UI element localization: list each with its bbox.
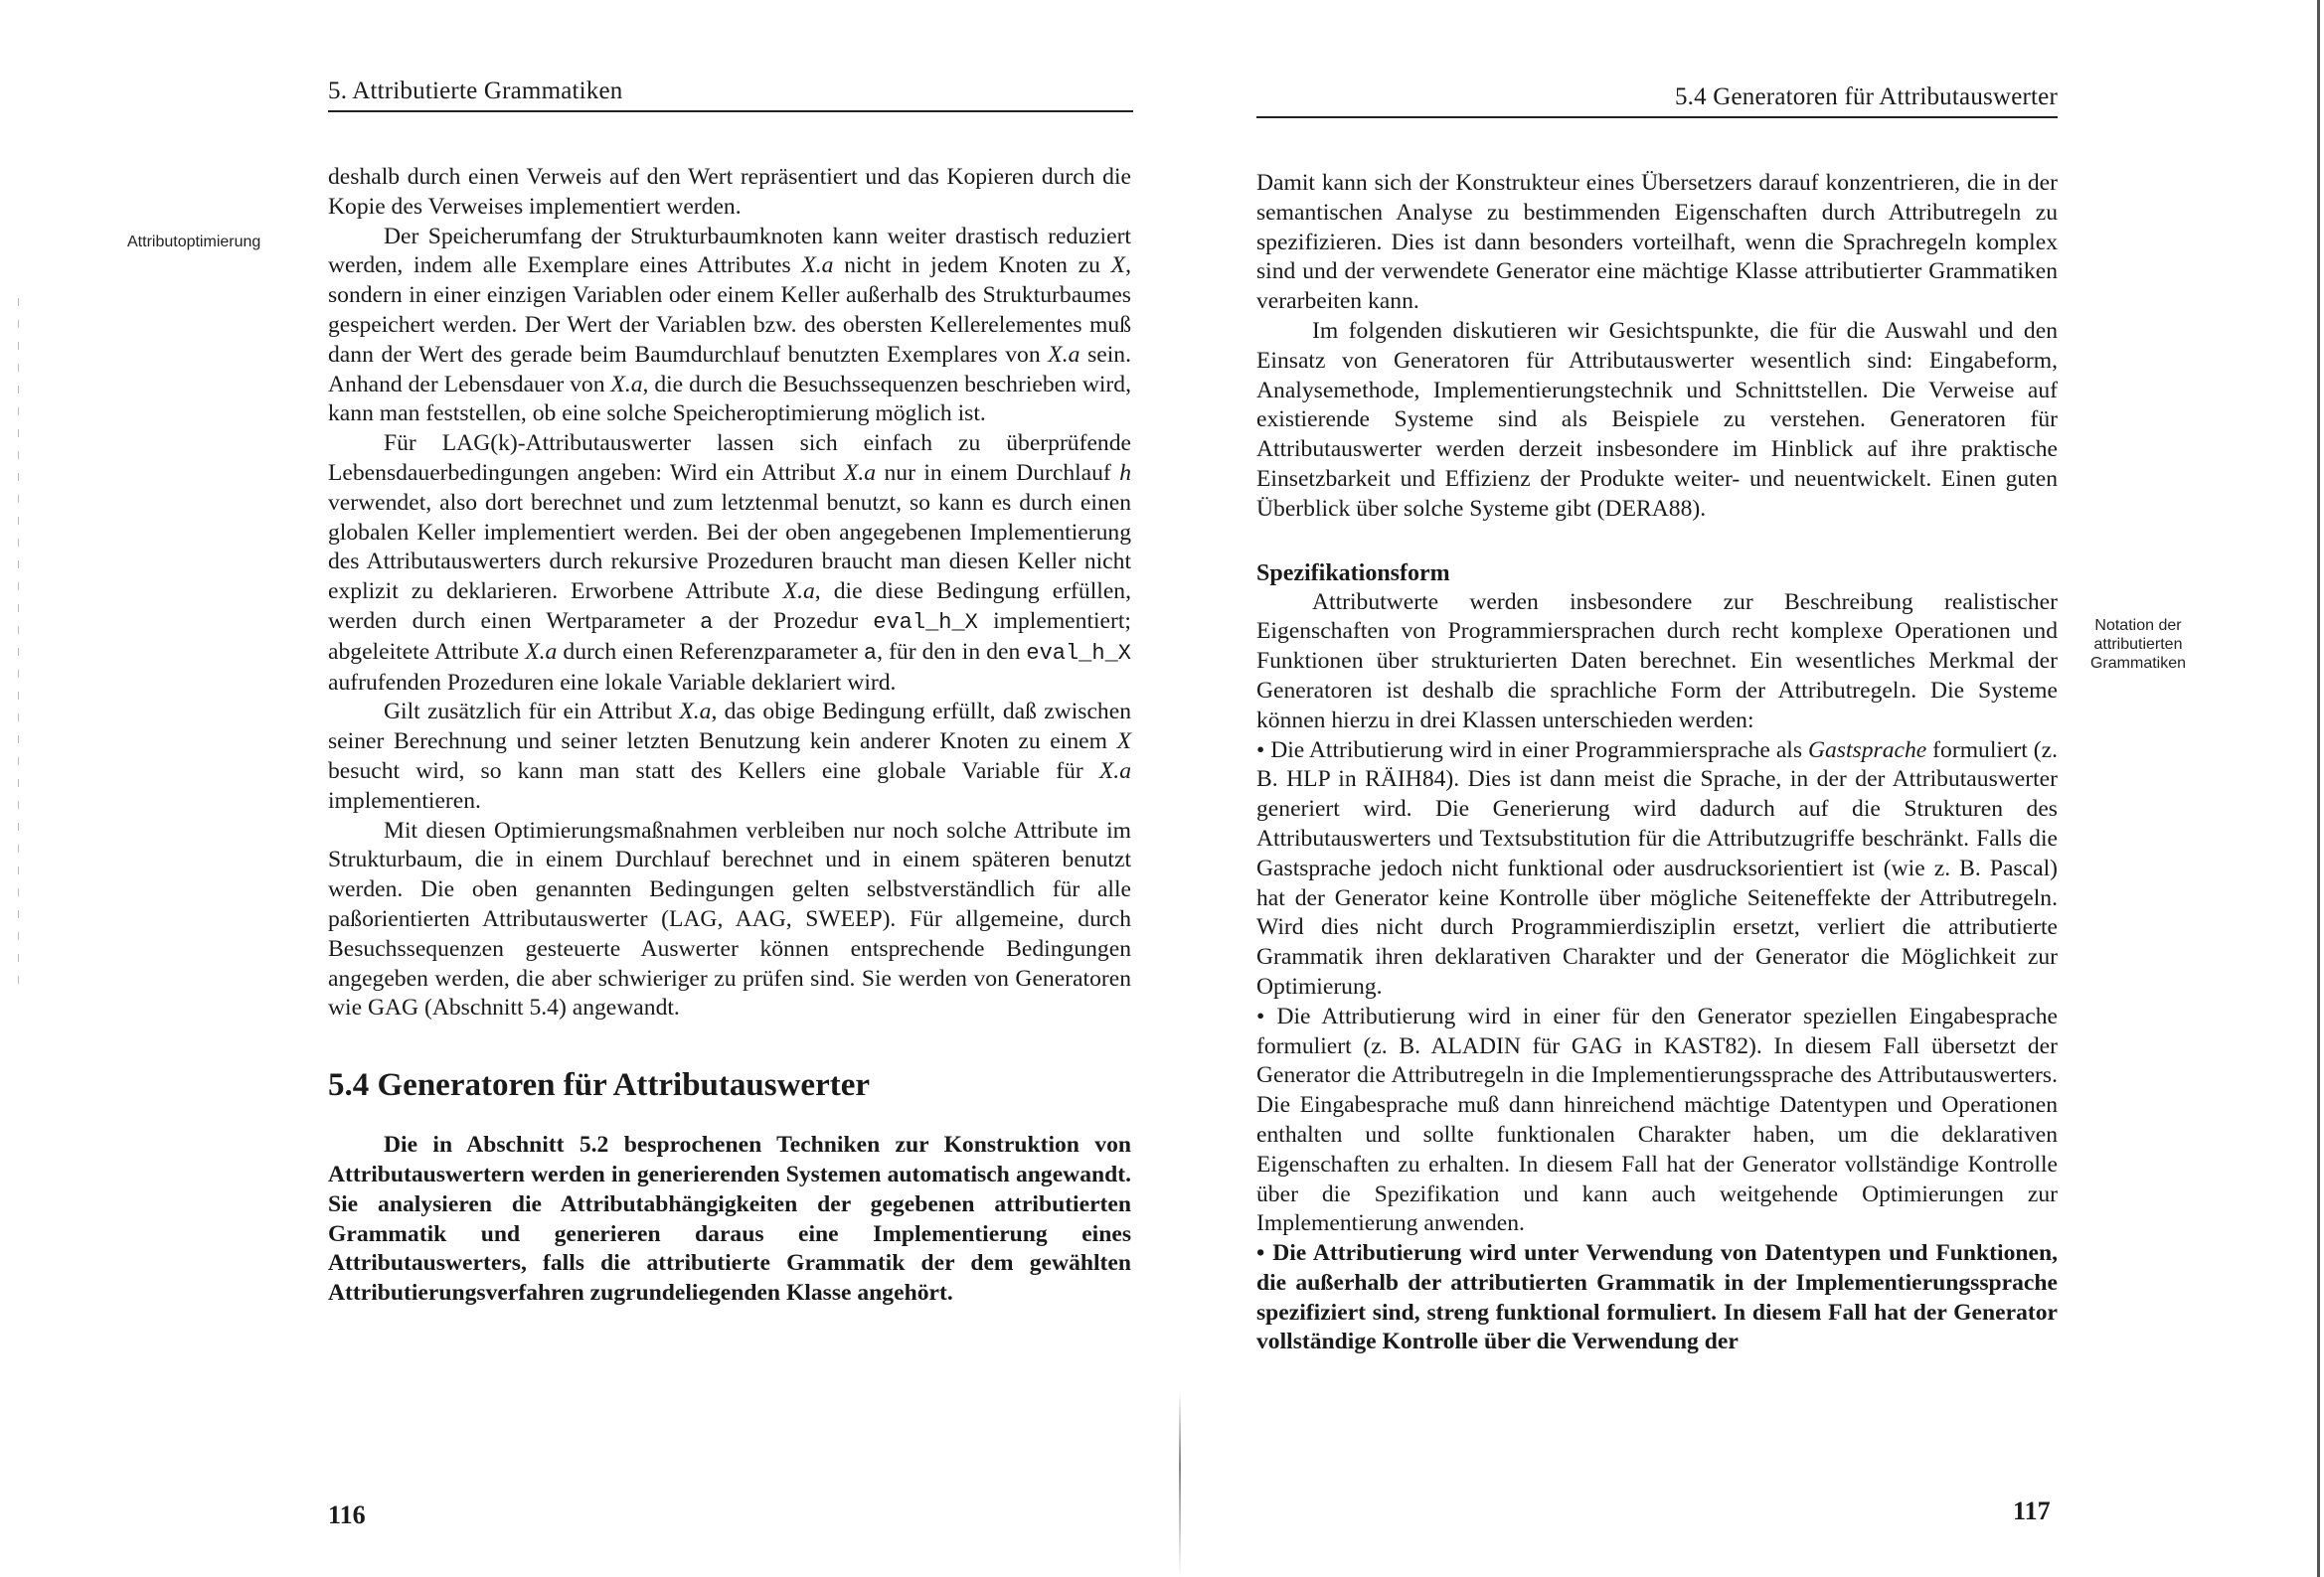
left-text-column [328, 163, 1131, 1309]
bullet-icon: • [1256, 1003, 1265, 1029]
left-paragraph-3: Für LAG(k)-Attributauswerter lassen sich einfach zu überprüfende Lebensdauerbedingungen angeben: Wird ein Attribut X.a nur in einem Durchlauf h verwendet, also dort berechnet und zum letztenmal benutzt, so kann es durch einen globalen Keller implementiert werden. Bei der oben angegebenen Implementierung des Attributauswerters durch rekursive Prozeduren braucht man diesen Keller nicht explizit zu deklarieren. Erworbene Attribute X.a, die diese Bedingung erfüllen, werden durch einen Wertparameter a der Prozedur eval_h_X implementiert; abgeleitete Attribute X.a durch einen Referenzparameter a, für den in den eval_h_X aufrufenden Prozeduren eine lokale Variable deklariert wird. [328, 430, 1131, 696]
bullet-item-2: • Die Attributierung wird in einer für den Generator speziellen Eingabesprache formuliert (z. B. ALADIN für GAG in KAST82). In diesem Fall übersetzt der Generator die Attributregeln in die Implementierungssprache des Attributauswerters. Die Eingabesprache muß dann hinreichend mächtige Datentypen und Operationen enthalten und sollte funktionalen Charakter haben, um die deklarativen Eigenschaften zu erhalten. In diesem Fall hat der Generator vollständige Kontrolle über die Spezifikation und kann auch weitgehende Optimierungen zur Implementierung anwenden. [1256, 1003, 2058, 1237]
left-running-header: 5. Attributierte Grammatiken [328, 78, 1133, 112]
scan-edge-marks [18, 298, 19, 994]
right-paragraph-2: Im folgenden diskutieren wir Gesichtspunkte, die für die Auswahl und den Einsatz von Generatoren für Attributauswerter wesentlich sind: Eingabeform, Analysemethode, Implementierungstechnik und Schnittstellen. Die Verweise auf existierende Systeme sind als Beispiele zu verstehen. Generatoren für Attributauswerter werden derzeit insbesondere im Hinblick auf ihre praktische Einsetzbarkeit und Effizienz der Produkte weiter- und neuentwickelt. Einen guten Überblick über solche Systeme gibt (DERA88). [1256, 317, 2058, 522]
left-margin-note: Attributoptimierung [127, 234, 261, 250]
left-paragraph-1: deshalb durch einen Verweis auf den Wert repräsentiert und das Kopieren durch die Kopie des Verweises implementiert werden. [328, 164, 1131, 220]
left-paragraph-4: Gilt zusätzlich für ein Attribut X.a, das obige Bedingung erfüllt, daß zwischen seiner Berechnung und seiner letzten Benutzung kein anderer Knoten zu einem X besucht wird, so kann man statt des Kellers eine globale Variable für X.a implementieren. [328, 699, 1131, 814]
bullet-item-1: • Die Attributierung wird in einer Programmiersprache als Gastsprache formuliert (z. B. HLP in RÄIH84). Dies ist dann meist die Sprache, in der der Attributauswerter generiert wird. Die Generierung wird dadurch auf die Strukturen des Attributauswerters und Textsubstitution für die Attributzugriffe beschränkt. Falls die Gastsprache jedoch nicht funktional oder ausdrucksorientiert ist (wie z. B. Pascal) hat der Generator keine Kontrolle über mögliche Seiteneffekte der Attributregeln. Wird dies nicht durch Programmierdisziplin ersetzt, verliert die attributierte Grammatik ihren deklarativen Charakter und der Generator die Möglichkeit zur Optimierung. [1256, 736, 2058, 1000]
left-paragraph-2: Der Speicherumfang der Strukturbaumknoten kann weiter drastisch reduziert werden, indem alle Exemplare eines Attributes X.a nicht in jedem Knoten zu X, sondern in einer einzigen Variablen oder einem Keller außerhalb des Strukturbaumes gespeichert werden. Der Wert der Variablen bzw. des obersten Kellerelementes muß dann der Wert des gerade beim Baumdurchlauf benutzten Exemplares von X.a sein. Anhand der Lebensdauer von X.a, die durch die Besuchssequenzen beschrieben wird, kann man feststellen, ob eine solche Speicheroptimierung möglich ist. [328, 223, 1131, 427]
right-paragraph-3: Attributwerte werden insbesondere zur Beschreibung realistischer Eigenschaften von Programmiersprachen durch recht komplexe Operationen und Funktionen über strukturierten Daten berechnet. Ein wesentliches Merkmal der Generatoren ist deshalb die sprachliche Form der Attributregeln. Die Systeme können hierzu in drei Klassen unterschieden werden: [1256, 588, 2058, 733]
scan-right-edge [2317, 0, 2320, 1577]
right-running-header: 5.4 Generatoren für Attributauswerter [1256, 83, 2058, 118]
subsection-title: Spezifikationsform [1256, 559, 1450, 586]
bullet-icon: • [1256, 1240, 1265, 1267]
right-margin-note: Notation der attributierten Grammatiken [2089, 617, 2187, 672]
left-paragraph-5: Mit diesen Optimierungsmaßnahmen verbleiben nur noch solche Attribute im Strukturbaum, die in einem Durchlauf berechnet und in einem späteren benutzt werden. Die oben genannten Bedingungen gelten selbstverständlich für alle paßorientierten Attributauswerter (LAG, AAG, SWEEP). Für allgemeine, durch Besuchssequenzen gesteuerte Auswerter können entsprechende Bedingungen angegeben werden, die aber schwieriger zu prüfen sind. Sie werden von Generatoren wie GAG (Abschnitt 5.4) angewandt. [328, 817, 1131, 1022]
right-text-column [1256, 169, 2058, 1357]
right-paragraph-1: Damit kann sich der Konstrukteur eines Übersetzers darauf konzentrieren, die in der semantischen Analyse zu bestimmenden Eigenschaften durch Attributregeln zu spezifizieren. Dies ist dann besonders vorteilhaft, wenn die Sprachregeln komplex sind und der verwendete Generator eine mächtige Klasse attributierter Grammatiken verarbeiten kann. [1256, 170, 2058, 315]
bullet-icon: • [1256, 736, 1265, 763]
bullet-item-3: • Die Attributierung wird unter Verwendung von Datentypen und Funktionen, die außerhalb der attributierten Grammatik in der Implementierungssprache spezifiziert sind, streng funktional formuliert. In diesem Fall hat der Generator vollständige Kontrolle über die Verwendung der [1256, 1240, 2058, 1355]
right-page [1173, 0, 2324, 1577]
section-title: 5.4 Generatoren für Attributauswerter [328, 1067, 870, 1104]
right-page-number: 117 [2013, 1497, 2051, 1525]
left-page-number: 116 [328, 1500, 366, 1529]
left-paragraph-6: Die in Abschnitt 5.2 besprochenen Techniken zur Konstruktion von Attributauswertern werden in generierenden Systemen automatisch angewandt. Sie analysieren die Attributabhängigkeiten der gegebenen attributierten Grammatik und generieren daraus eine Implementierung eines Attributauswerters, falls die attributierte Grammatik der dem gewählten Attributierungsverfahren zugrundeliegenden Klasse angehört. [328, 1132, 1131, 1307]
